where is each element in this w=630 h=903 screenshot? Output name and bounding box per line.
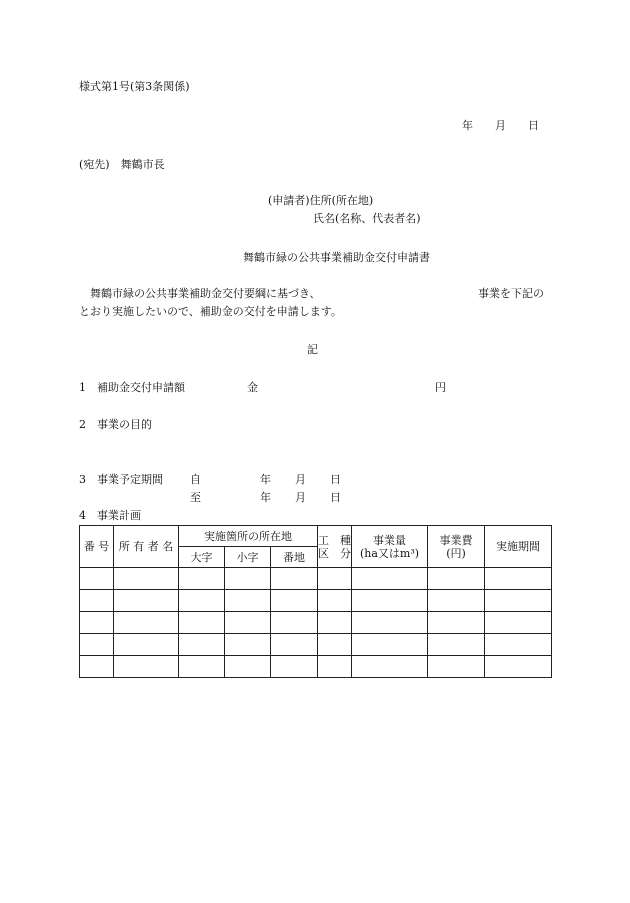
item3-to: 至 (190, 491, 201, 504)
table-row (80, 590, 552, 612)
table-row (80, 634, 552, 656)
ki-heading: 記 (307, 343, 318, 356)
item3-to-day: 日 (330, 491, 341, 504)
col-koaza: 小字 (225, 547, 271, 568)
col-type-line1: 工 種 (318, 533, 352, 547)
table-row (80, 656, 552, 678)
col-amount (352, 526, 428, 568)
date-line: 年 月 日 (462, 119, 539, 132)
col-cost-line1: 事業費 (439, 533, 473, 547)
col-location: 実施箇所の所在地 (179, 526, 318, 547)
col-oaza: 大字 (179, 547, 225, 568)
col-type (318, 526, 352, 568)
item3-to-year: 年 (260, 491, 271, 504)
form-number: 様式第1号(第3条関係) (79, 80, 190, 93)
col-amount-line2: (ha又はm³) (359, 546, 420, 560)
item3-label: 3 事業予定期間 (79, 473, 163, 486)
body-line1-left: 舞鶴市緑の公共事業補助金交付要綱に基づき、 (90, 287, 321, 300)
body-line1-right: 事業を下記の (478, 287, 544, 300)
body-line2: とおり実施したいので、補助金の交付を申請します。 (79, 305, 342, 318)
col-cost-line2: (円) (446, 546, 466, 560)
table-row (80, 568, 552, 590)
applicant-name-label: 氏名(名称、代表者名) (313, 212, 421, 225)
item3-to-month: 月 (295, 491, 306, 504)
item3-from-month: 月 (295, 473, 306, 486)
item2-label: 2 事業の目的 (79, 418, 152, 431)
addressee: (宛先) 舞鶴市長 (79, 158, 165, 171)
col-period: 実施期間 (485, 526, 552, 568)
col-banchi: 番地 (271, 547, 318, 568)
item3-from-day: 日 (330, 473, 341, 486)
item3-from: 自 (190, 473, 201, 486)
document-title: 舞鶴市緑の公共事業補助金交付申請書 (243, 251, 430, 264)
plan-table (79, 525, 552, 678)
col-number: 番 号 (80, 526, 114, 568)
table-row (80, 612, 552, 634)
item4-label: 4 事業計画 (79, 509, 141, 522)
item1-label: 1 補助金交付申請額 (79, 381, 185, 394)
item1-kin: 金 (247, 381, 258, 394)
col-cost (428, 526, 485, 568)
item1-en: 円 (435, 381, 446, 394)
col-amount-line1: 事業量 (373, 533, 407, 547)
item3-from-year: 年 (260, 473, 271, 486)
col-type-line2: 区 分 (318, 546, 352, 560)
col-owner: 所 有 者 名 (114, 526, 179, 568)
applicant-address-label: (申請者)住所(所在地) (268, 194, 374, 207)
